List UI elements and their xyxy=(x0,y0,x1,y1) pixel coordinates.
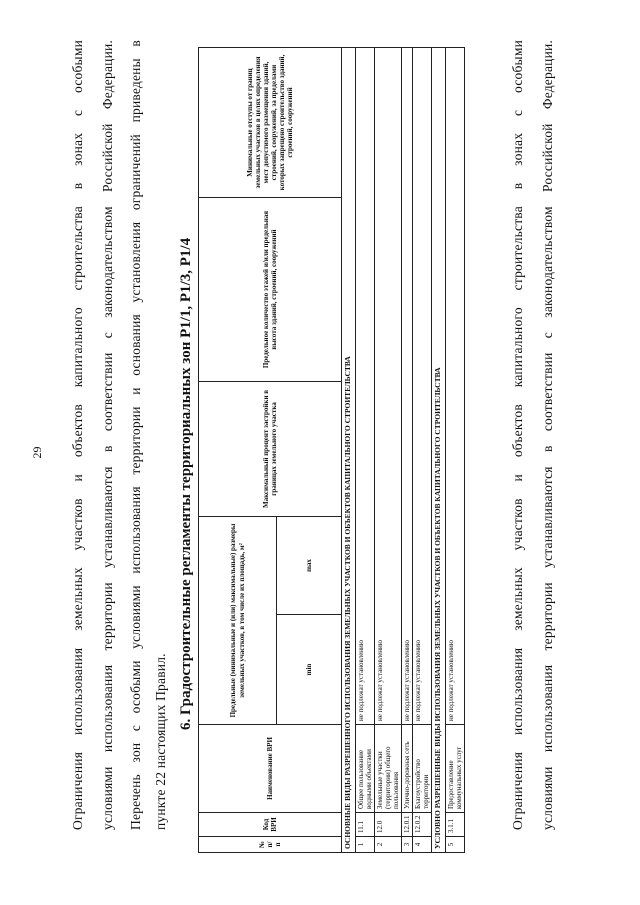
table-row xyxy=(374,48,401,853)
header-setbacks: Минимальные отступы от границ земельных участков в целях определения мест допустимого размещения зданий, строений, сооружений, за пределами которых запрещено строительство зданий, строений, сооружений xyxy=(199,48,342,198)
row-num: 1 xyxy=(355,837,374,853)
row-code: 12.0 xyxy=(374,813,401,837)
intro-paragraph-line: Ограничения использования земельных участков и объектов капитального строительства в зонах с особыми xyxy=(70,40,85,830)
header-min: min xyxy=(277,615,342,725)
row-num: 4 xyxy=(412,837,431,853)
table-row xyxy=(355,48,374,853)
page-number: 29 xyxy=(30,446,44,459)
table-row xyxy=(401,48,412,853)
row-num: 2 xyxy=(374,837,401,853)
row-value: не подлежат установлению xyxy=(401,48,412,725)
intro-paragraph-line: Перечень зон с особыми условиями использования территории и основания установления ограничений приведены в xyxy=(128,40,143,830)
header-coverage: Максимальный процент застройки в границах земельного участка xyxy=(199,382,342,517)
header-max: max xyxy=(277,517,342,615)
row-name: Улично-дорожная сеть xyxy=(401,725,412,813)
closing-paragraph-line: условиями использования территории устанавливаются в соответствии с законодательством Российской Федерации. xyxy=(540,40,555,830)
table-row xyxy=(445,48,464,853)
row-code: 3.1.1 xyxy=(445,813,464,837)
header-num: № п/п xyxy=(199,837,342,853)
intro-paragraph-line: условиями использования территории устанавливаются в соответствии с законодательством Российской Федерации. xyxy=(100,40,115,830)
header-sizes: Предельные (минимальные и (или) максимальные) размеры земельных участков, в том числе их площадь, м² xyxy=(199,517,277,725)
section-title: 6. Градостроительные регламенты территориальных зон Р1/1, Р1/3, Р1/4 xyxy=(178,237,194,730)
row-name: Предоставление коммунальных услуг xyxy=(445,725,464,813)
row-name: Благоустройство территории xyxy=(412,725,431,813)
intro-paragraph-line: пункте 22 настоящих Правил. xyxy=(153,653,168,830)
closing-paragraph-line: Ограничения использования земельных участков и объектов капитального строительства в зонах с особыми xyxy=(510,40,525,830)
row-num: 3 xyxy=(401,837,412,853)
header-floors: Предельное количество этажей и/или предельная высота зданий, строений, сооружений xyxy=(199,198,342,382)
regulations-table xyxy=(198,47,465,853)
row-value: не подлежат установлению xyxy=(374,48,401,725)
section-conditional-heading: УСЛОВНО РАЗРЕШЕННЫЕ ВИДЫ ИСПОЛЬЗОВАНИЯ ЗЕМЕЛЬНЫХ УЧАСТКОВ И ОБЪЕКТОВ КАПИТАЛЬНОГО СТРОИТЕЛЬСТВА xyxy=(432,48,446,853)
row-value: не подлежат установлению xyxy=(412,48,431,725)
section-main-heading: ОСНОВНЫЕ ВИДЫ РАЗРЕШЕННОГО ИСПОЛЬЗОВАНИЯ ЗЕМЕЛЬНЫХ УЧАСТКОВ И ОБЪЕКТОВ КАПИТАЛЬНОГО СТРОИТЕЛЬСТВА xyxy=(342,48,356,853)
row-code: 12.0.2 xyxy=(412,813,431,837)
row-code: 11.1 xyxy=(355,813,374,837)
row-name: Общее пользование водными объектами xyxy=(355,725,374,813)
header-code: Код ВРИ xyxy=(199,813,342,837)
row-value: не подлежат установлению xyxy=(355,48,374,725)
row-value: не подлежат установлению xyxy=(445,48,464,725)
table-row xyxy=(412,48,431,853)
row-code: 12.0.1 xyxy=(401,813,412,837)
row-name: Земельные участки (территории) общего пользования xyxy=(374,725,401,813)
header-name: Наименование ВРИ xyxy=(199,725,342,813)
row-num: 5 xyxy=(445,837,464,853)
